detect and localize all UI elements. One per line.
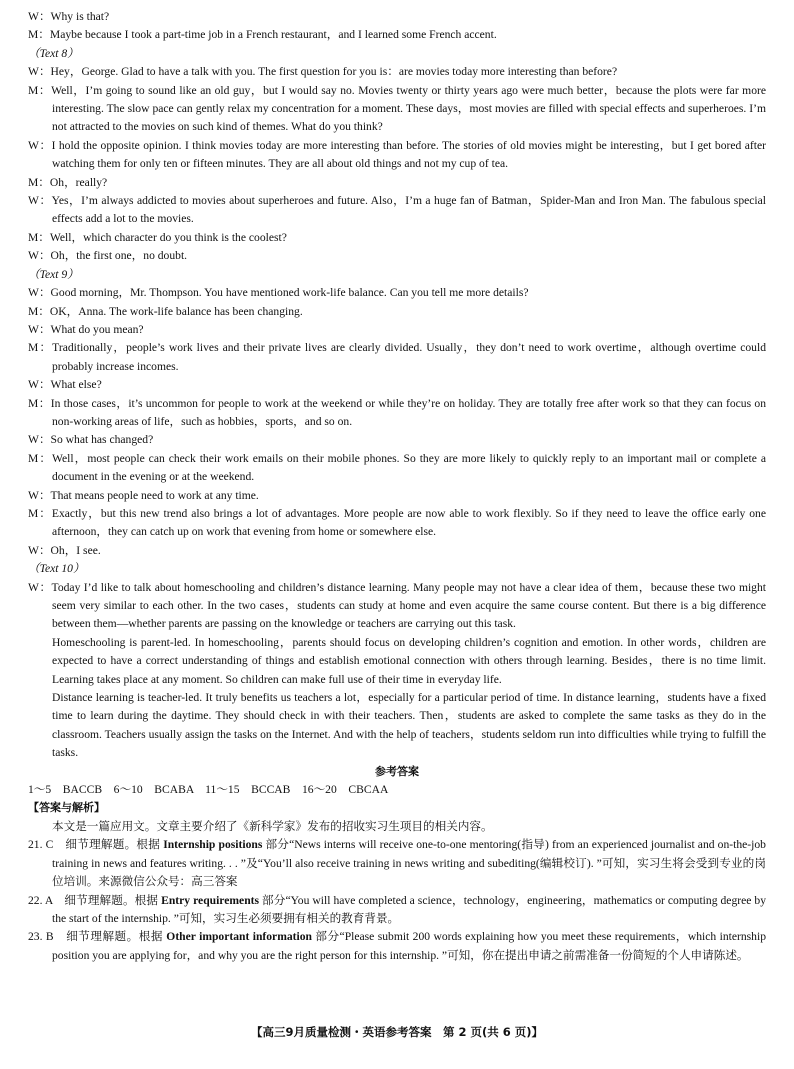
dialogue-line: M：Traditionally，people’s work lives and their private lives are clearly divided. Usually，they don’t need to work overtime，although overtime could probably increase incomes. xyxy=(28,341,766,373)
analysis-item-bold: Entry requirements xyxy=(161,893,260,907)
analysis-item-bold: Internship positions xyxy=(163,838,263,852)
dialogue-line: M：Oh，really? xyxy=(28,175,108,189)
dialogue-line: W：I hold the opposite opinion. I think movies today are more interesting than before. The stories of old movies might be interesting，but I get bored after watching them for only ten or fifteen minutes. They are all about old things and not my cup of tea. xyxy=(28,138,766,171)
text8-dialogue xyxy=(28,63,766,265)
dialogue-line: M：In those cases，it’s uncommon for people to work at the weekend or while they’re on holiday. They are totally free after work so that they can focus on non-working areas of life，such as hobbies，sports，and so on. xyxy=(28,396,766,428)
text10-marker: （Text 10） xyxy=(28,562,85,576)
dialogue-line: W：Oh，I see. xyxy=(28,543,101,557)
text10-paragraphs xyxy=(28,634,766,763)
analysis-item-post: 部分“You will have completed a science，technology，engineering，mathematics or computing degree by the start of the internship. ”可知，实习生必须要拥有相关的教育背景。 xyxy=(52,893,766,925)
text9-dialogue xyxy=(28,284,766,560)
analysis-item-pre: 细节理解题。根据 xyxy=(53,838,164,852)
analysis-item-pre: 细节理解题。根据 xyxy=(52,893,162,907)
dialogue-line: M：Well，I’m going to sound like an old guy，but I would say no. Movies twenty or thirty years ago were much better，because the plots were far more interesting. The slow pace can gently relax my concentration for a moment. These days，most movies are filled with special effects and superheroes. I’m not attracted to the movies on such kind of themes. What do you think? xyxy=(28,83,766,134)
dialogue-line: W：Oh，the first one，no doubt. xyxy=(28,249,188,263)
dialogue-line: W：Good morning，Mr. Thompson. You have mentioned work-life balance. Can you tell me more details? xyxy=(28,286,529,300)
page-footer: 【高三9月质量检测・英语参考答案 第 2 页(共 6 页)】 xyxy=(250,1024,544,1039)
text9-marker: （Text 9） xyxy=(28,267,79,281)
analysis-item xyxy=(28,928,766,965)
dialogue-line: M：Well，most people can check their work emails on their mobile phones. So they are more likely to quickly reply to an important mail or complete a document in the evening or at the weekend. xyxy=(28,451,766,484)
analysis-item-post: 部分“Please submit 200 words explaining how you meet these requirements，which internship position you are applying for，and why you are the right person for this internship. ”可知，你在提出申请之前需准备一份简短的个人申请陈述。 xyxy=(52,930,766,962)
text8-marker: （Text 8） xyxy=(28,46,79,60)
analysis-item-num: 21. C xyxy=(28,838,54,852)
analysis-intro: 本文是一篇应用文。文章主要介绍了《新科学家》发布的招收实习生项目的相关内容。 xyxy=(52,819,493,833)
dialogue-line: W：So what has changed? xyxy=(28,433,154,447)
text10-monologue-first: W：Today I’d like to talk about homeschooling and children’s distance learning. Many people may not have a clear idea of them，because these two might seem very similar to each other. In the two cases，students can study at home and even acquire the same course content. But there is a big difference between them—whether parents are passing on the knowledge or teachers are carrying out this task. xyxy=(28,580,766,631)
answer-title: 参考答案 xyxy=(375,764,419,778)
dialogue-line: M：Maybe because I took a part-time job in a French restaurant，and I learned some French accent. xyxy=(28,28,497,42)
analysis-items xyxy=(28,836,766,965)
dialogue-line: W：What do you mean? xyxy=(28,322,144,336)
analysis-item xyxy=(28,836,766,891)
dialogue-line: M：Well，which character do you think is the coolest? xyxy=(28,230,287,244)
analysis-item-bold: Other important information xyxy=(166,930,312,944)
answer-keys: 1～5 BACCB 6～10 BCABA 11～15 BCCAB 16～20 CBCAA xyxy=(28,783,389,797)
analysis-item xyxy=(28,892,766,929)
dialogue-line: W：Hey，George. Glad to have a talk with you. The first question for you is：are movies today more interesting than before? xyxy=(28,65,618,79)
dialogue-line: W：That means people need to work at any time. xyxy=(28,488,259,502)
analysis-item-num: 22. A xyxy=(28,893,53,907)
text7-tail xyxy=(28,8,766,45)
dialogue-line: W：Why is that? xyxy=(28,10,110,23)
dialogue-line: M：Exactly，but this new trend also brings a lot of advantages. More people are now able to work flexibly. So if they need to leave the office early one afternoon，they can catch up on work that evening from home or somewhere else. xyxy=(28,506,766,539)
monologue-paragraph: Distance learning is teacher-led. It truly benefits us teachers a lot，especially for a particular period of time. In distance learning，students have a fixed time to learn during the daytime. They should check in with their teachers. Then，students are asked to complete the same tasks as they do in the classroom. Teachers usually assign the tasks on the Internet. And with the help of teachers，students seldom run into difficulties while trying to fulfill the tasks. xyxy=(52,691,766,760)
dialogue-line: W：Yes，I’m always addicted to movies about superheroes and future. Also，I’m a huge fan of Batman，Spider-Man and Iron Man. The fabulous special effects add a lot to the movies. xyxy=(28,194,766,226)
analysis-title: 【答案与解析】 xyxy=(28,801,105,815)
analysis-item-num: 23. B xyxy=(28,930,54,944)
dialogue-line: W：What else? xyxy=(28,378,102,392)
analysis-item-post: 部分“News interns will receive one-to-one mentoring(指导) from an experienced journalist and on-the-job training in news and features writing. . . ”及“You’ll also receive training in news writing and subediting(编辑校订). ”可知，实习生将会受到专业的岗位培训。来源微信公众号：高三答案 xyxy=(52,838,766,889)
analysis-item-pre: 细节理解题。根据 xyxy=(53,930,167,944)
dialogue-line: M：OK，Anna. The work-life balance has been changing. xyxy=(28,304,303,318)
monologue-paragraph: Homeschooling is parent-led. In homeschooling，parents should focus on developing children’s cognition and emotion. In other words，children are expected to have a correct understanding of things and establish emotional connection with others through learning. Besides，there is no time limit. Learning takes place at any moment. So children can make full use of their time in everyday life. xyxy=(52,635,766,686)
